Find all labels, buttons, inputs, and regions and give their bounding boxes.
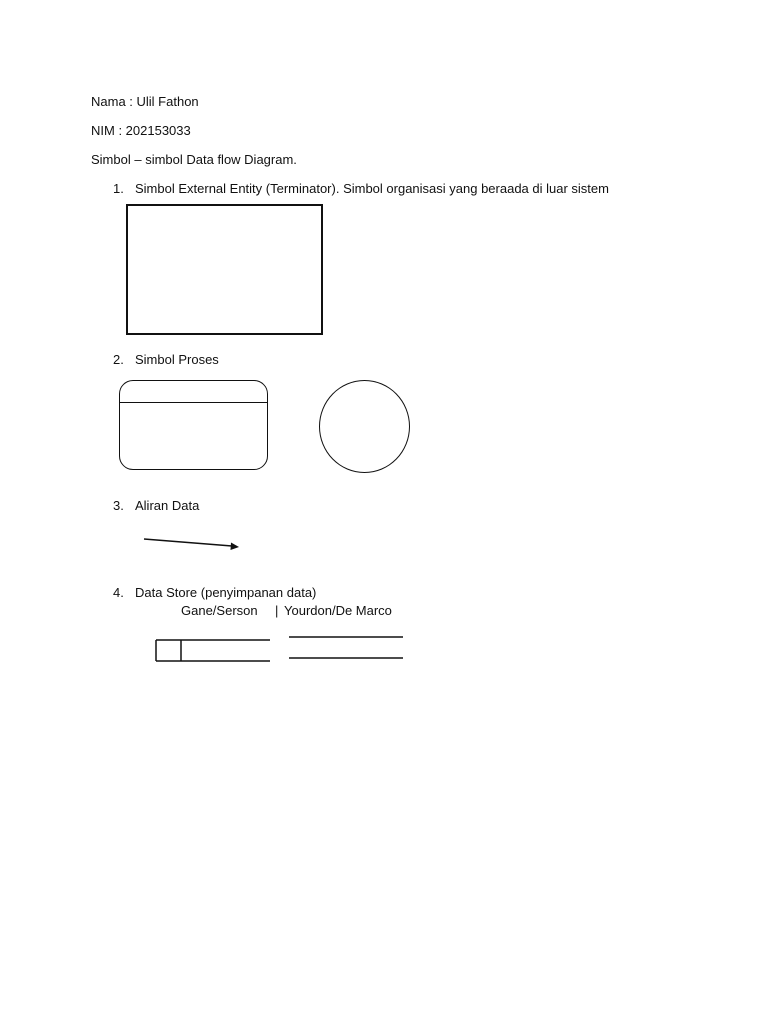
section-3-number: 3. [113, 498, 124, 513]
document-title: Simbol – simbol Data flow Diagram. [91, 152, 297, 167]
process-rounded-rectangle [119, 380, 268, 470]
yourdon-demarco-label: Yourdon/De Marco [284, 603, 392, 618]
section-2-number: 2. [113, 352, 124, 367]
external-entity-rectangle [126, 204, 323, 335]
gane-sarson-data-store [154, 636, 274, 666]
process-divider-line [120, 402, 267, 403]
yourdon-demarco-data-store [287, 633, 407, 663]
section-1-label: Simbol External Entity (Terminator). Simbol organisasi yang beraada di luar sistem [135, 181, 609, 196]
section-4-number: 4. [113, 585, 124, 600]
gane-sarson-label: Gane/Serson [181, 603, 258, 618]
section-3-label: Aliran Data [135, 498, 200, 513]
label-separator: | [275, 603, 279, 618]
section-2-label: Simbol Proses [135, 352, 219, 367]
process-circle [319, 380, 410, 473]
student-nim: NIM : 202153033 [91, 123, 191, 138]
student-name: Nama : Ulil Fathon [91, 94, 199, 109]
section-1-number: 1. [113, 181, 124, 196]
data-flow-arrow [140, 536, 250, 556]
section-4-label: Data Store (penyimpanan data) [135, 585, 317, 600]
